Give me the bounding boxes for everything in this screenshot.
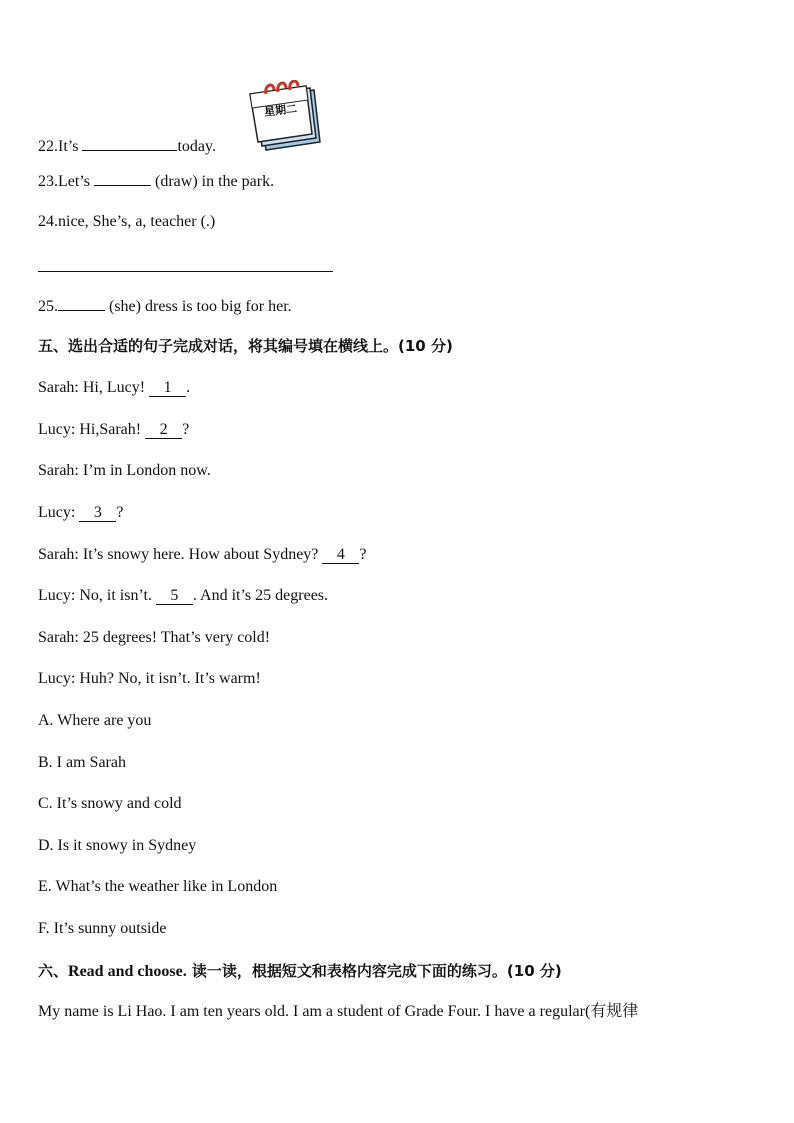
q25-prefix: 25. — [38, 298, 58, 315]
answer-blank[interactable]: 2 — [145, 422, 182, 439]
answer-blank[interactable]: 3 — [79, 505, 116, 522]
q24-answer-line[interactable] — [38, 271, 333, 272]
question-23 — [38, 170, 274, 192]
q25-blank[interactable] — [58, 295, 105, 311]
option-item: E. What’s the weather like in London — [38, 878, 278, 895]
section-5-heading: 五、选出合适的句子完成对话，将其编号填在横线上。(10 分) — [38, 337, 453, 355]
dialogue-text: Sarah: Hi, Lucy! — [38, 379, 150, 396]
q22-suffix: today. — [177, 138, 216, 155]
dialogue-line — [38, 628, 270, 648]
dialogue-line — [38, 586, 328, 606]
dialogue-line — [38, 503, 123, 523]
dialogue-line — [38, 378, 190, 398]
section-6-instructions: 读一读，根据短文和表格内容完成下面的练习。(10 分) — [186, 962, 562, 980]
question-22 — [38, 135, 216, 157]
answer-blank[interactable]: 4 — [322, 547, 359, 564]
option-item: F. It’s sunny outside — [38, 920, 167, 937]
dialogue-text-after: ? — [359, 546, 367, 563]
dialogue-text: Sarah: I’m in London now. — [38, 462, 211, 479]
dialogue-text: Sarah: 25 degrees! That’s very cold! — [38, 629, 271, 646]
dialogue-text: Lucy: Hi,Sarah! — [38, 421, 146, 438]
dialogue-text: Sarah: It’s snowy here. How about Sydney? — [38, 546, 323, 563]
section-6-number: 六、 — [38, 962, 69, 980]
answer-blank[interactable]: 5 — [156, 588, 193, 605]
dialogue-text-after: . — [186, 379, 191, 396]
section-6-en-title: Read and choose. — [68, 963, 187, 980]
dialogue-line — [38, 420, 189, 440]
section-6-heading — [38, 961, 562, 982]
calendar-label: 星期二 — [263, 102, 298, 119]
answer-blank[interactable]: 1 — [149, 380, 186, 397]
q22-prefix: 22.It’s — [38, 138, 79, 155]
question-25 — [38, 295, 292, 317]
passage-text: My name is Li Hao. I am ten years old. I am a student of Grade Four. I have a regular(有规律 — [38, 1003, 639, 1020]
dialogue-text: Lucy: No, it isn’t. — [38, 587, 156, 604]
q25-suffix: (she) dress is too big for her. — [109, 298, 292, 315]
q23-blank[interactable] — [94, 170, 151, 186]
q22-blank[interactable] — [82, 135, 177, 151]
question-24: 24.nice, She’s, a, teacher (.) — [38, 213, 216, 230]
dialogue-text: Lucy: Huh? No, it isn’t. It’s warm! — [38, 670, 261, 687]
dialogue-text: Lucy: — [38, 504, 80, 521]
q23-suffix: (draw) in the park. — [155, 173, 275, 190]
option-item: D. Is it snowy in Sydney — [38, 837, 197, 854]
dialogue-line — [38, 545, 367, 565]
option-item: B. I am Sarah — [38, 754, 126, 771]
q23-prefix: 23.Let’s — [38, 173, 90, 190]
dialogue-text-after: . And it’s 25 degrees. — [192, 587, 329, 604]
calendar-icon — [244, 80, 324, 152]
option-item: A. Where are you — [38, 712, 152, 729]
dialogue-text-after: ? — [182, 421, 190, 438]
dialogue-text-after: ? — [116, 504, 124, 521]
option-item: C. It’s snowy and cold — [38, 795, 182, 812]
dialogue-line — [38, 669, 261, 689]
dialogue-line — [38, 461, 211, 481]
